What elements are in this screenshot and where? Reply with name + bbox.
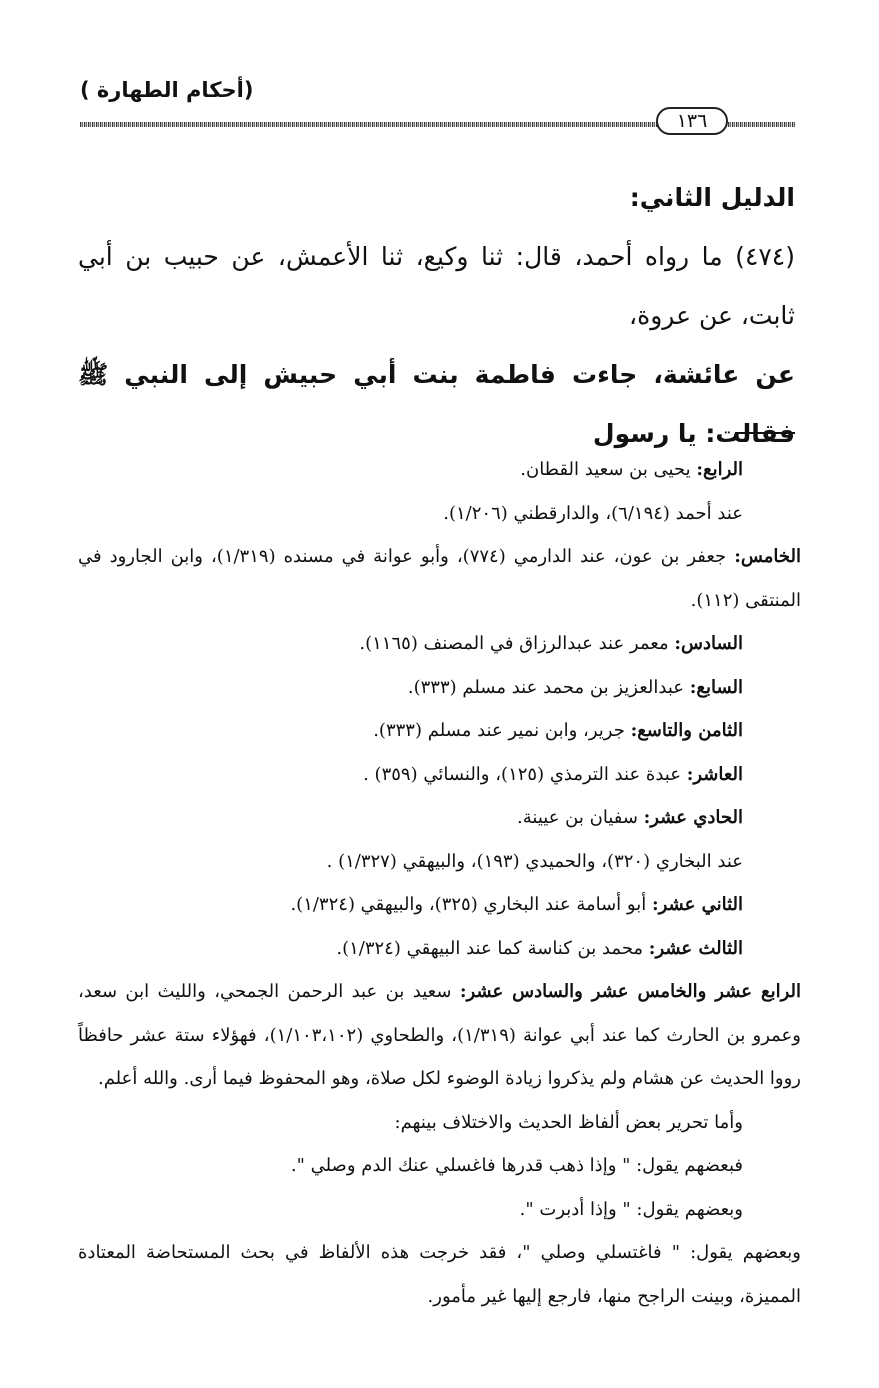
footnote-item [78, 622, 743, 666]
footnote-item [78, 753, 743, 797]
footnote-text: عبدالعزيز بن محمد عند مسلم (٣٣٣). [407, 676, 690, 698]
footnote-text: يحيى بن سعيد القطان. [520, 459, 697, 480]
footnote-item [78, 970, 801, 1101]
footnote-text: جعفر بن عون، عند الدارمي (٧٧٤)، وأبو عوانة في مسنده (١/٣١٩)، وابن الجارود في المنتقى (١١٢). [78, 546, 801, 611]
footnote-label: الثامن والتاسع: [630, 720, 743, 741]
footnote-label: الخامس: [734, 546, 802, 567]
footnote-text: سفيان بن عيينة. [517, 807, 644, 828]
footnote-paragraph: وبعضهم يقول: " فاغتسلي وصلي "، فقد خرجت هذه الألفاظ في بحث المستحاضة المعتادة المميزة، وبينت الراجح منها، فارجع إليها غير مأمور. [78, 1242, 801, 1307]
footnote-label: السادس: [674, 633, 743, 654]
footnote-label: السابع: [689, 676, 743, 698]
footnote-label: الرابع: [696, 459, 743, 480]
footnote-text: محمد بن كناسة كما عند البيهقي (١/٣٢٤). [336, 937, 649, 959]
footnotes [78, 448, 802, 1318]
footnote-ref: عند أحمد (٦/١٩٤)، والدارقطني (١/٢٠٦). [443, 502, 743, 524]
footnote-paragraph: وأما تحرير بعض ألفاظ الحديث والاختلاف بينهم: [394, 1111, 743, 1133]
footnote-label: العاشر: [686, 763, 743, 785]
footnote-item [78, 448, 743, 492]
footnote-item [78, 666, 743, 710]
footnote-ref: عند البخاري (٣٢٠)، والحميدي (١٩٣)، والبيهقي (١/٣٢٧) . [326, 850, 743, 872]
hadith-text: عن عائشة، جاءت فاطمة بنت أبي حبيش إلى النبي ﷺ فقالت: يا رسول [78, 360, 795, 448]
footnote-paragraph: فبعضهم يقول: " وإذا ذهب قدرها فاغسلي عنك الدم وصلي ". [290, 1155, 743, 1176]
section-heading: الدليل الثاني: [629, 183, 795, 212]
footnote-text: عبدة عند الترمذي (١٢٥)، والنسائي (٣٥٩) . [363, 763, 687, 785]
footnote-label: الرابع عشر والخامس عشر والسادس عشر: [459, 981, 801, 1002]
footnote-paragraph: وبعضهم يقول: " وإذا أدبرت ". [519, 1198, 743, 1220]
hadith-chain: (٤٧٤) ما رواه أحمد، قال: ثنا وكيع، ثنا الأعمش، عن حبيب بن أبي ثابت، عن عروة، [78, 242, 795, 330]
main-text [78, 168, 795, 463]
footnote-item [78, 883, 743, 927]
footnote-item [78, 796, 743, 840]
footnote-text: سعيد بن عبد الرحمن الجمحي، والليث ابن سعد، وعمرو بن الحارث كما عند أبي عوانة (١/٣١٩)، والطحاوي (١/١٠٣،١٠٢)، فهؤلاء ستة عشر حافظاً رووا الحديث عن هشام ولم يذكروا زيادة الوضوء لكل صلاة، وهو المحفوظ فيما أرى. والله أعلم. [78, 981, 801, 1089]
footnote-text: جرير، وابن نمير عند مسلم (٣٣٣). [373, 720, 631, 741]
footnote-text: معمر عند عبدالرزاق في المصنف (١١٦٥). [359, 633, 675, 654]
footnote-item [78, 927, 743, 971]
footnote-item [78, 709, 743, 753]
page-number: ١٣٦ [656, 107, 728, 135]
footnote-label: الحادي عشر: [643, 807, 743, 828]
footnote-item [78, 535, 801, 622]
running-title: (أحكام الطهارة ) [80, 78, 254, 102]
footnote-label: الثالث عشر: [648, 937, 743, 959]
footnote-label: الثاني عشر: [651, 894, 743, 915]
header-rule [80, 110, 796, 132]
footnote-text: أبو أسامة عند البخاري (٣٢٥)، والبيهقي (١/٣٢٤). [290, 894, 652, 915]
footnote-separator [735, 432, 795, 434]
